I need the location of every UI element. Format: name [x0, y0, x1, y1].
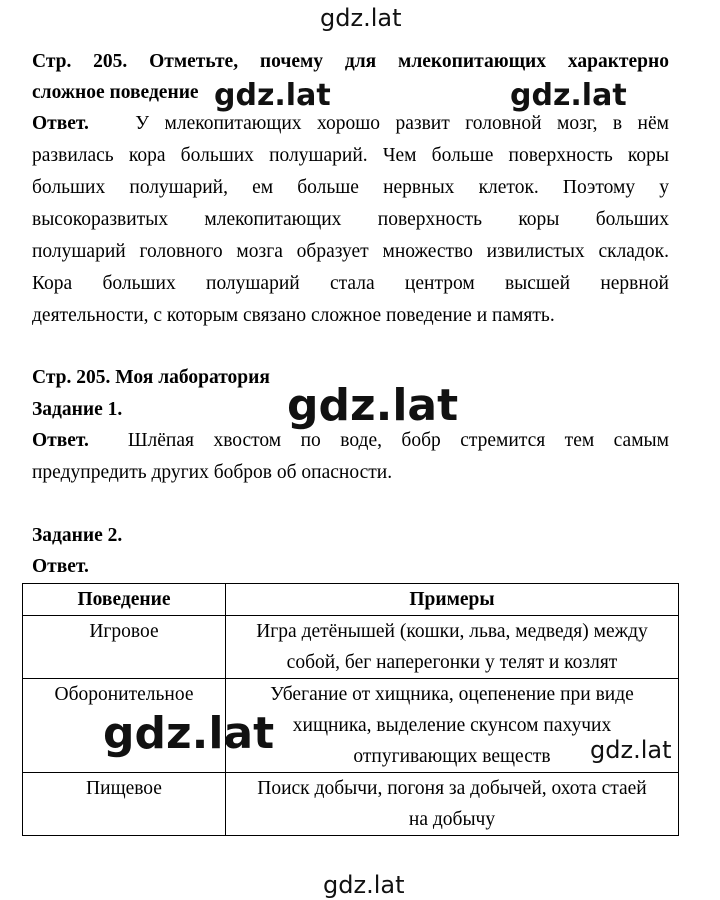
section1-answer-line: больших полушарий, ем больше нервных клеток. Поэтому у: [32, 177, 669, 198]
section1-answer-line: развилась кора больших полушарий. Чем больше поверхность коры: [32, 145, 669, 166]
behavior-examples: Игра детёнышей (кошки, льва, медведя) между собой, бег наперегонки у телят и козлят: [226, 616, 679, 679]
watermark: gdz.lat: [320, 4, 402, 32]
section1-answer-line: Кора больших полушарий стала центром высшей нервной: [32, 273, 669, 294]
section1-answer-line: деятельности, с которым связано сложное поведение и память.: [32, 305, 555, 326]
section1-answer-line: высокоразвитых млекопитающих поверхность коры больших: [32, 209, 669, 230]
watermark: gdz.lat: [214, 78, 331, 113]
section1-answer-line: Ответ. У млекопитающих хорошо развит головной мозг, в нём: [32, 113, 669, 134]
task2-answer-label: Ответ.: [32, 556, 89, 577]
watermark: gdz.lat: [590, 736, 672, 764]
section1-title-cont: сложное поведение: [32, 82, 199, 103]
behavior-examples: Убегание от хищника, оцепенение при виде хищника, выделение скунсом пахучих отпугивающих веществ: [226, 679, 679, 773]
section2-title: Стр. 205. Моя лаборатория: [32, 367, 270, 388]
task1-label: Задание 1.: [32, 399, 123, 420]
task1-answer-line: предупредить других бобров об опасности.: [32, 462, 393, 483]
behavior-type: Игровое: [23, 616, 226, 679]
answer-label: Ответ.: [32, 430, 89, 451]
watermark: gdz.lat: [103, 708, 275, 759]
table-header-row: [23, 584, 679, 616]
section1-title: Стр. 205. Отметьте, почему для млекопитающих характерно: [32, 51, 669, 72]
behavior-examples: Поиск добычи, погоня за добычей, охота стаей на добычу: [226, 773, 679, 836]
task2-label: Задание 2.: [32, 525, 123, 546]
task1-answer-line: Ответ. Шлёпая хвостом по воде, бобр стремится тем самым: [32, 430, 669, 451]
answer-label: Ответ.: [32, 113, 89, 134]
table-header: Поведение: [23, 584, 226, 616]
table-row: [23, 616, 679, 679]
watermark: gdz.lat: [287, 380, 459, 431]
table-row: [23, 773, 679, 836]
behavior-type: Пищевое: [23, 773, 226, 836]
section1-answer-line: полушарий головного мозга образует множество извилистых складок.: [32, 241, 669, 262]
table-header: Примеры: [226, 584, 679, 616]
watermark: gdz.lat: [510, 78, 627, 113]
watermark: gdz.lat: [323, 871, 405, 899]
behavior-type: Оборонительное: [23, 679, 226, 773]
